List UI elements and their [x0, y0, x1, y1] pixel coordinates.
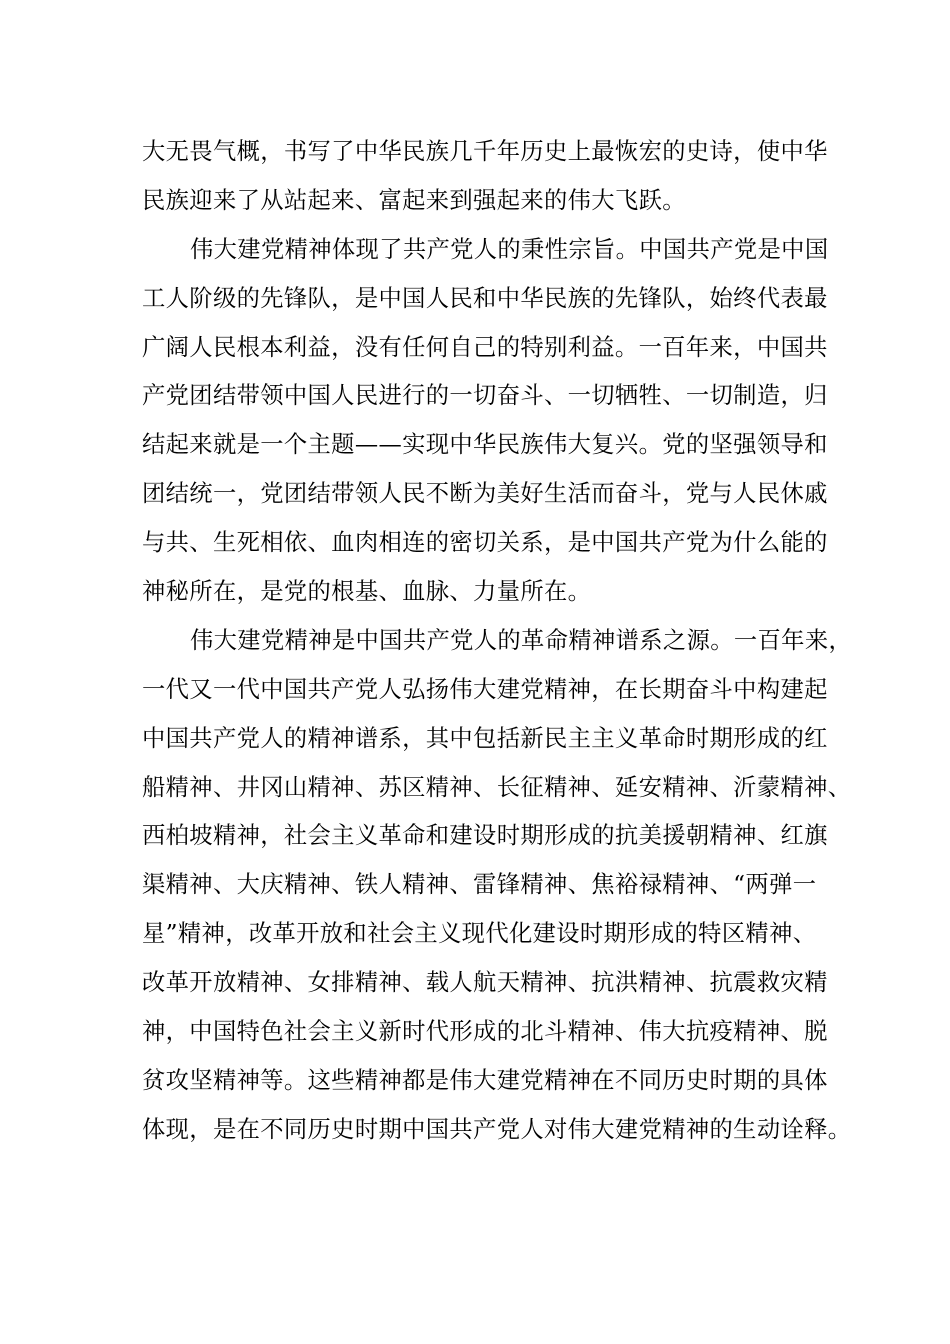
text-line: 伟大建党精神体现了共产党人的秉性宗旨。中国共产党是中国: [190, 235, 829, 263]
text-line: 结起来就是一个主题——实现中华民族伟大复兴。党的坚强领导和: [142, 431, 828, 459]
paragraph-1: [142, 128, 832, 226]
text-line: 大无畏气概，书写了中华民族几千年历史上最恢宏的史诗，使中华: [142, 138, 828, 165]
text-line: 改革开放精神、女排精神、载人航天精神、抗洪精神、抗震救灾精: [142, 969, 828, 997]
text-line: 神，中国特色社会主义新时代形成的北斗精神、伟大抗疫精神、脱: [142, 1018, 828, 1046]
text-line: 团结统一，党团结带领人民不断为美好生活而奋斗，党与人民休戚: [142, 480, 828, 508]
text-line: 一代又一代中国共产党人弘扬伟大建党精神，在长期奋斗中构建起: [142, 675, 828, 703]
text-line: 民族迎来了从站起来、富起来到强起来的伟大飞跃。: [142, 186, 686, 214]
text-line: 西柏坡精神，社会主义革命和建设时期形成的抗美援朝精神、红旗: [142, 822, 828, 850]
text-line: 船精神、井冈山精神、苏区精神、长征精神、延安精神、沂蒙精神、: [142, 773, 852, 801]
text-line: 神秘所在，是党的根基、血脉、力量所在。: [142, 578, 592, 606]
text-line: 星”精神，改革开放和社会主义现代化建设时期形成的特区精神、: [142, 920, 817, 948]
text-line: 渠精神、大庆精神、铁人精神、雷锋精神、焦裕禄精神、“两弹一: [142, 871, 817, 899]
paragraph-2: [142, 226, 832, 617]
text-line: 广阔人民根本利益，没有任何自己的特别利益。一百年来，中国共: [142, 333, 828, 361]
document-body: [142, 128, 853, 1155]
text-line: 产党团结带领中国人民进行的一切奋斗、一切牺牲、一切制造，归: [142, 382, 828, 410]
text-line: 工人阶级的先锋队，是中国人民和中华民族的先锋队，始终代表最: [142, 284, 828, 312]
text-line: 中国共产党人的精神谱系，其中包括新民主主义革命时期形成的红: [142, 724, 828, 752]
paragraph-3: [142, 617, 853, 1155]
text-line: 贫攻坚精神等。这些精神都是伟大建党精神在不同历史时期的具体: [142, 1066, 828, 1094]
text-line: 与共、生死相依、血肉相连的密切关系，是中国共产党为什么能的: [142, 529, 828, 557]
text-line: 伟大建党精神是中国共产党人的革命精神谱系之源。一百年来，: [190, 626, 853, 654]
text-line: 体现，是在不同历史时期中国共产党人对伟大建党精神的生动诠释。: [142, 1115, 852, 1143]
